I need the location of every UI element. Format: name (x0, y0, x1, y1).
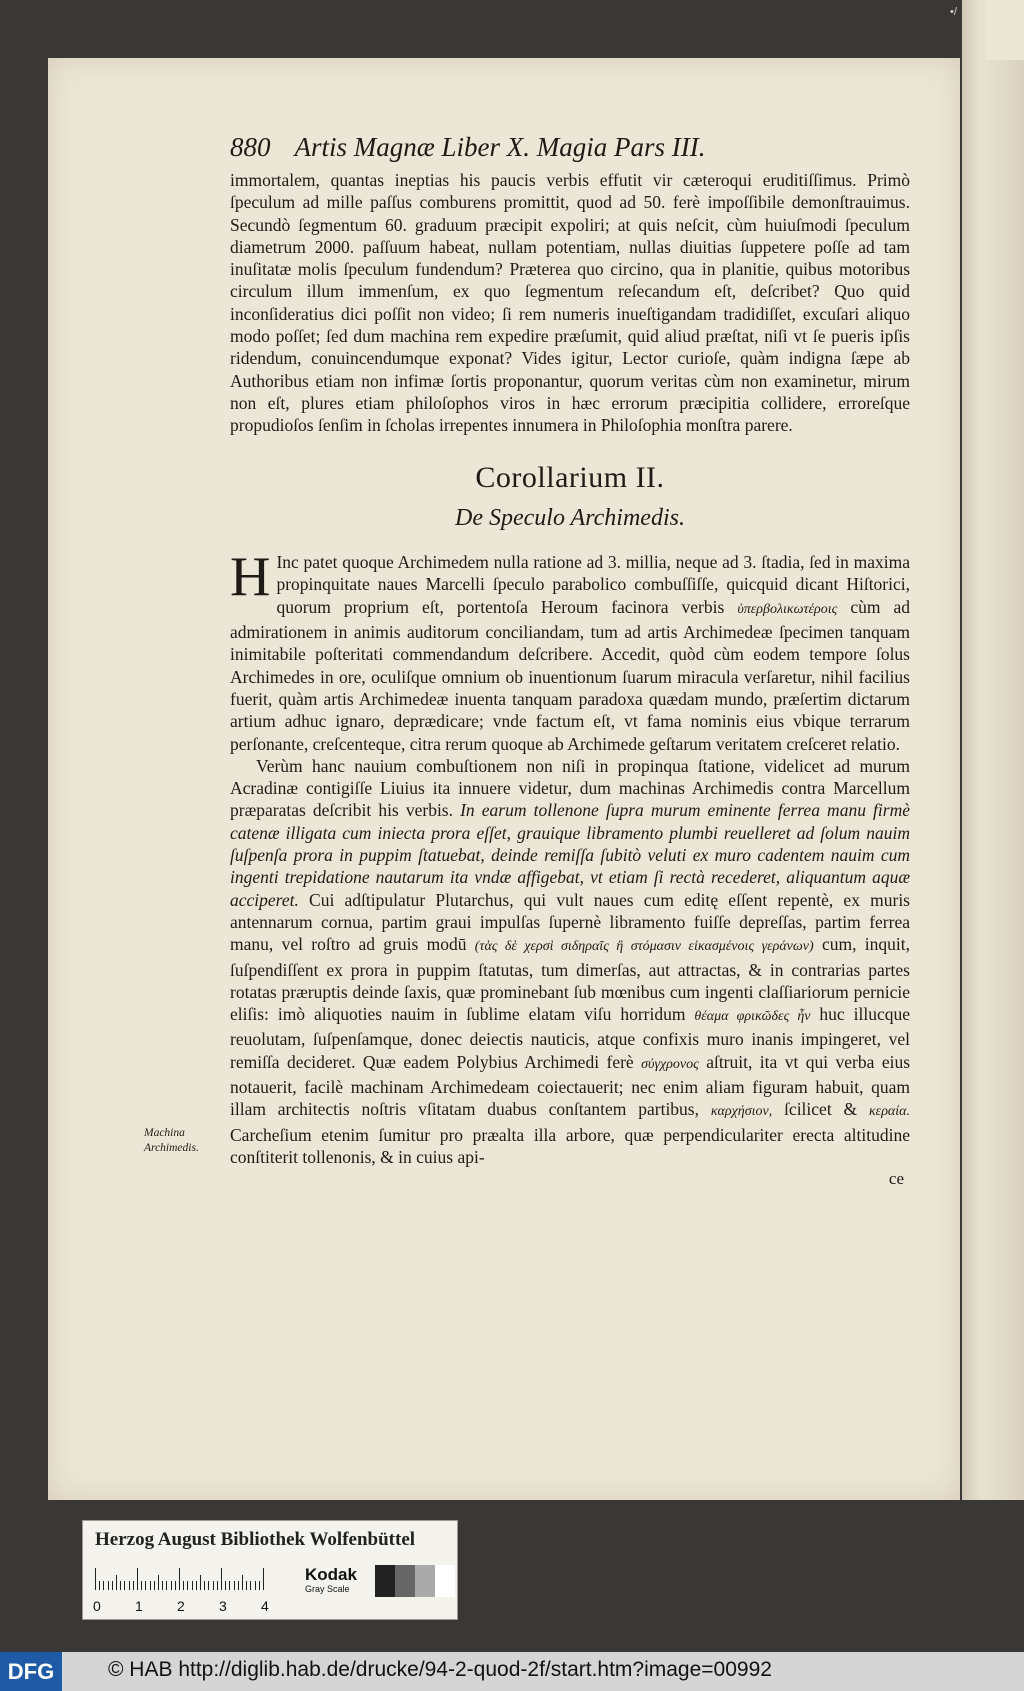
running-title: Artis Magnæ Liber X. Magia Pars III. (294, 132, 706, 162)
ruler-tick (112, 1581, 113, 1590)
ruler-tick (208, 1581, 209, 1590)
ruler-tick (179, 1568, 180, 1590)
greek-word-1: ὑπερβολικωτέροις (737, 601, 838, 617)
catchword: ce (888, 1169, 904, 1189)
page-number: 880 (230, 132, 271, 162)
book-page (48, 58, 960, 1500)
paragraph-3 (230, 755, 910, 1168)
section-heading: Corollarium II. (475, 460, 665, 494)
ruler-tick (183, 1581, 184, 1590)
ruler-tick (137, 1568, 138, 1590)
footer-credit: © HAB http://diglib.hab.de/drucke/94-2-quod-2f/start.htm?image=00992 (108, 1658, 772, 1681)
ruler-tick (166, 1581, 167, 1590)
ruler-tick (95, 1568, 96, 1590)
page-content (230, 132, 910, 1190)
facing-page-edge (962, 0, 1024, 1500)
ruler-tick (242, 1575, 243, 1590)
paragraph-3-text-f: ſcilicet & (784, 1099, 858, 1120)
paragraph-1: immortalem, quantas ineptias his paucis verbis effutit vir cæteroqui eruditiſſimus. Primò ſpeculum ad mille paſſus comburens promittit, quod ad 50. ferè impoſſibile demonſtrauimus. Secundò ſegmentum 60. graduum præcipit expoliri; at quis neſcit, cùm huiuſmodi ſpeculum diametrum 2000. paſſuum habeat, nullam potentiam, nullas diuitias ſuppetere poſſe ad tam inuſitatæ molis ſpeculum fundendum? Præterea quo circino, qua in planitie, quibus motoribus circulum illum immenſum, ex quo ſegmentum reſecandum eſt, deſcribet? Quo quid inconſideratius dici poſſit non video; ſi rem numeris inueſtigandam tradidiſſet, excuſari aliquo modo poſſet; ſed dum machina rem expedire præſumit, quid aliud præſtat, niſi vt ſe pueris ipſis ridendum, conuincendumque exponat? Vides igitur, Lector curioſe, quàm indigna ſæpe ab Authoribus etiam non infimæ ſortis proponantur, quorum veritas cùm non examinetur, mirum non eſt, plures etiam philoſophos viros in hæc errorum præcipitia collidere, erroreſque propudioſos ſenſim in ſcholas irrepentes innumera in Philoſophia monſtra parere. (230, 170, 910, 436)
facing-page-corner (985, 0, 1024, 60)
ruler-tick (133, 1581, 134, 1590)
ruler-tick (259, 1581, 260, 1590)
body-text (230, 169, 910, 1190)
ruler-tick (150, 1581, 151, 1590)
footer-bar (0, 1652, 1024, 1691)
greek-word-3: καρχήσιον, (710, 1104, 773, 1120)
paragraph-2-text-b: cùm ad admirationem in animis auditorum conciliandam, tum ad artis Archimedeæ ſpecimen tanquam inimitabile poſteritati commendandum deſcribere. Accedit, quòd cùm eodem tempore ſolus Archimedes in ore, oculiſque omnium ob inuentionum ſuarum miracula verſaretur, nihil facilius fuerit, quàm artis Archimedeæ inuenta tanquam paradoxa quædam mundo, præſertim dictarum artium adhuc ignaro, deprædicare; vnde factum eſt, vt fama nominis eius vbique terrarum perſonante, creſcenteque, citra rerum quoque ab Archimede geſtarum veritatem creſceret relatio. (230, 596, 911, 754)
paragraph-3-text-d: huc illucque reuolutam, ſuſpenſamque, donec deiectis nauticis, atque confixis muro inanis impingeret, vel remiſſa decideret. Quæ eadem Polybius Archimedi ferè (230, 1004, 910, 1072)
ruler-tick (225, 1581, 226, 1590)
paragraph-3-text-g: Carcheſium etenim ſumitur pro præalta illa arbore, quæ perpendiculariter erecta altitudine conſtiterit tollenonis, & in cuius api- (230, 1124, 910, 1167)
drop-cap: H (230, 546, 271, 609)
ruler-tick (187, 1581, 188, 1590)
ruler-tick (124, 1581, 125, 1590)
ruler-tick (192, 1581, 193, 1590)
ruler-label-0: 0 (93, 1598, 101, 1614)
gray-patch-white (435, 1565, 455, 1597)
scale-ruler (95, 1566, 265, 1590)
ruler-tick (103, 1581, 104, 1590)
gray-scale-patches (375, 1565, 455, 1597)
paragraph-3-text-c: cum, inquit, ſuſpendiſſent ex prora in puppim ſtatutas, tum dimerſas, aut attractas, & in contrarias partes rotatas præruptis deinde ſaxis, quæ prominebant ſub mœnibus cum ingenti claſſiariorum pernicie eliſis: imò aliquoties nauim in ſublime elatam viſu horridum (230, 934, 910, 1025)
paragraph-2-text-a: Inc patet quoque Archimedem nulla ratione ad 3. millia, neque ad 3. ſtadia, ſed in maxima propinquitate naues Marcelli ſpeculo parabolico combuſſiſſe, quicquid dicant Hiſtorici, quorum proprium eſt, portentoſa Heroum facinora verbis (276, 552, 910, 617)
livy-quote: In earum tollenone ſupra murum eminente ferrea manu firmè catenæ illigata cum iniecta prora eſſet, grauique libramento plumbi reuelleret ad ſolum nauim ſuſpenſa prora in puppim ſtatuebat, deinde remiſſa ſubitò veluti ex muro cadentem nauim cum ingenti trepidatione nautarum ita vndæ affigebat, vt etiam ſi rectà recederet, aliquantum aquæ acciperet. (230, 800, 910, 910)
ruler-tick (217, 1581, 218, 1590)
ruler-tick (213, 1581, 214, 1590)
corner-mark: •/ (950, 6, 957, 18)
ruler-tick (162, 1581, 163, 1590)
ruler-tick (108, 1581, 109, 1590)
kodak-label (305, 1565, 357, 1594)
ruler-tick (171, 1581, 172, 1590)
ruler-tick (204, 1581, 205, 1590)
ruler-tick (129, 1581, 130, 1590)
ruler-tick (255, 1581, 256, 1590)
ruler-tick (196, 1581, 197, 1590)
ruler-tick (154, 1581, 155, 1590)
library-name: Herzog August Bibliothek Wolfenbüttel (95, 1529, 416, 1550)
paragraph-3-text-a: Verùm hanc nauium combuſtionem non niſi in propinqua ſtatione, videlicet ad murum Acradinæ contigiſſe Liuius ita innuere videtur, dum machinas Archimedis contra Marcellum præparatas deſcribit his verbis. (230, 755, 910, 821)
ruler-tick (145, 1581, 146, 1590)
greek-word-4: κεραία. (868, 1104, 910, 1120)
gray-patch-mid (415, 1565, 435, 1597)
dfg-logo: DFG (0, 1652, 62, 1691)
ruler-label-3: 3 (219, 1598, 227, 1614)
gray-patch-black (375, 1565, 395, 1597)
ruler-tick (221, 1568, 222, 1590)
ruler-tick (229, 1581, 230, 1590)
gray-patch-dark (395, 1565, 415, 1597)
greek-word-2: σύγχρονος (641, 1056, 699, 1072)
ruler-label-2: 2 (177, 1598, 185, 1614)
ruler-tick (234, 1581, 235, 1590)
running-head (230, 132, 910, 163)
color-calibration-bar (82, 1520, 458, 1620)
marginal-note: Machina Archimedis. (144, 1127, 199, 1154)
ruler-tick (200, 1575, 201, 1590)
ruler-tick (116, 1575, 117, 1590)
ruler-tick (250, 1581, 251, 1590)
paragraph-3-text-e: aſtruit, ita vt qui verba eius notauerit, facilè machinam Archimedeam coiectauerit; nec enim aliam figuram habuit, quam illam architectis noſtris vſitatam duabus conſtantem partibus, (230, 1051, 911, 1120)
ruler-tick (263, 1568, 264, 1590)
ruler-tick (99, 1581, 100, 1590)
ruler-tick (175, 1581, 176, 1590)
section-subheading: De Speculo Archimedis. (455, 504, 685, 531)
paragraph-2 (230, 546, 911, 755)
ruler-label-1: 1 (135, 1598, 143, 1614)
ruler-tick (120, 1581, 121, 1590)
kodak-subtitle: Gray Scale (305, 1584, 350, 1594)
greek-phrase-1: (τὰς δὲ χερσὶ σιδηραῖς ἢ στόμασιν εἰκασμένοις γεράνων) (474, 939, 814, 955)
ruler-tick (141, 1581, 142, 1590)
ruler-tick (238, 1581, 239, 1590)
paragraph-3-text-b: Cui adſtipulatur Plutarchus, qui vult naues cum editę eſſent repentè, ex muris antennarum cornua, partim graui impulſas ſupernè libramento fuiſſe depreſſas, partim ferrea manu, vel roſtro ad gruis modū (230, 889, 910, 955)
ruler-tick (246, 1581, 247, 1590)
greek-phrase-2: θέαμα φρικῶδες ἦν (694, 1009, 811, 1025)
ruler-label-4: 4 (261, 1598, 269, 1614)
kodak-brand: Kodak (305, 1565, 357, 1584)
ruler-tick (158, 1575, 159, 1590)
